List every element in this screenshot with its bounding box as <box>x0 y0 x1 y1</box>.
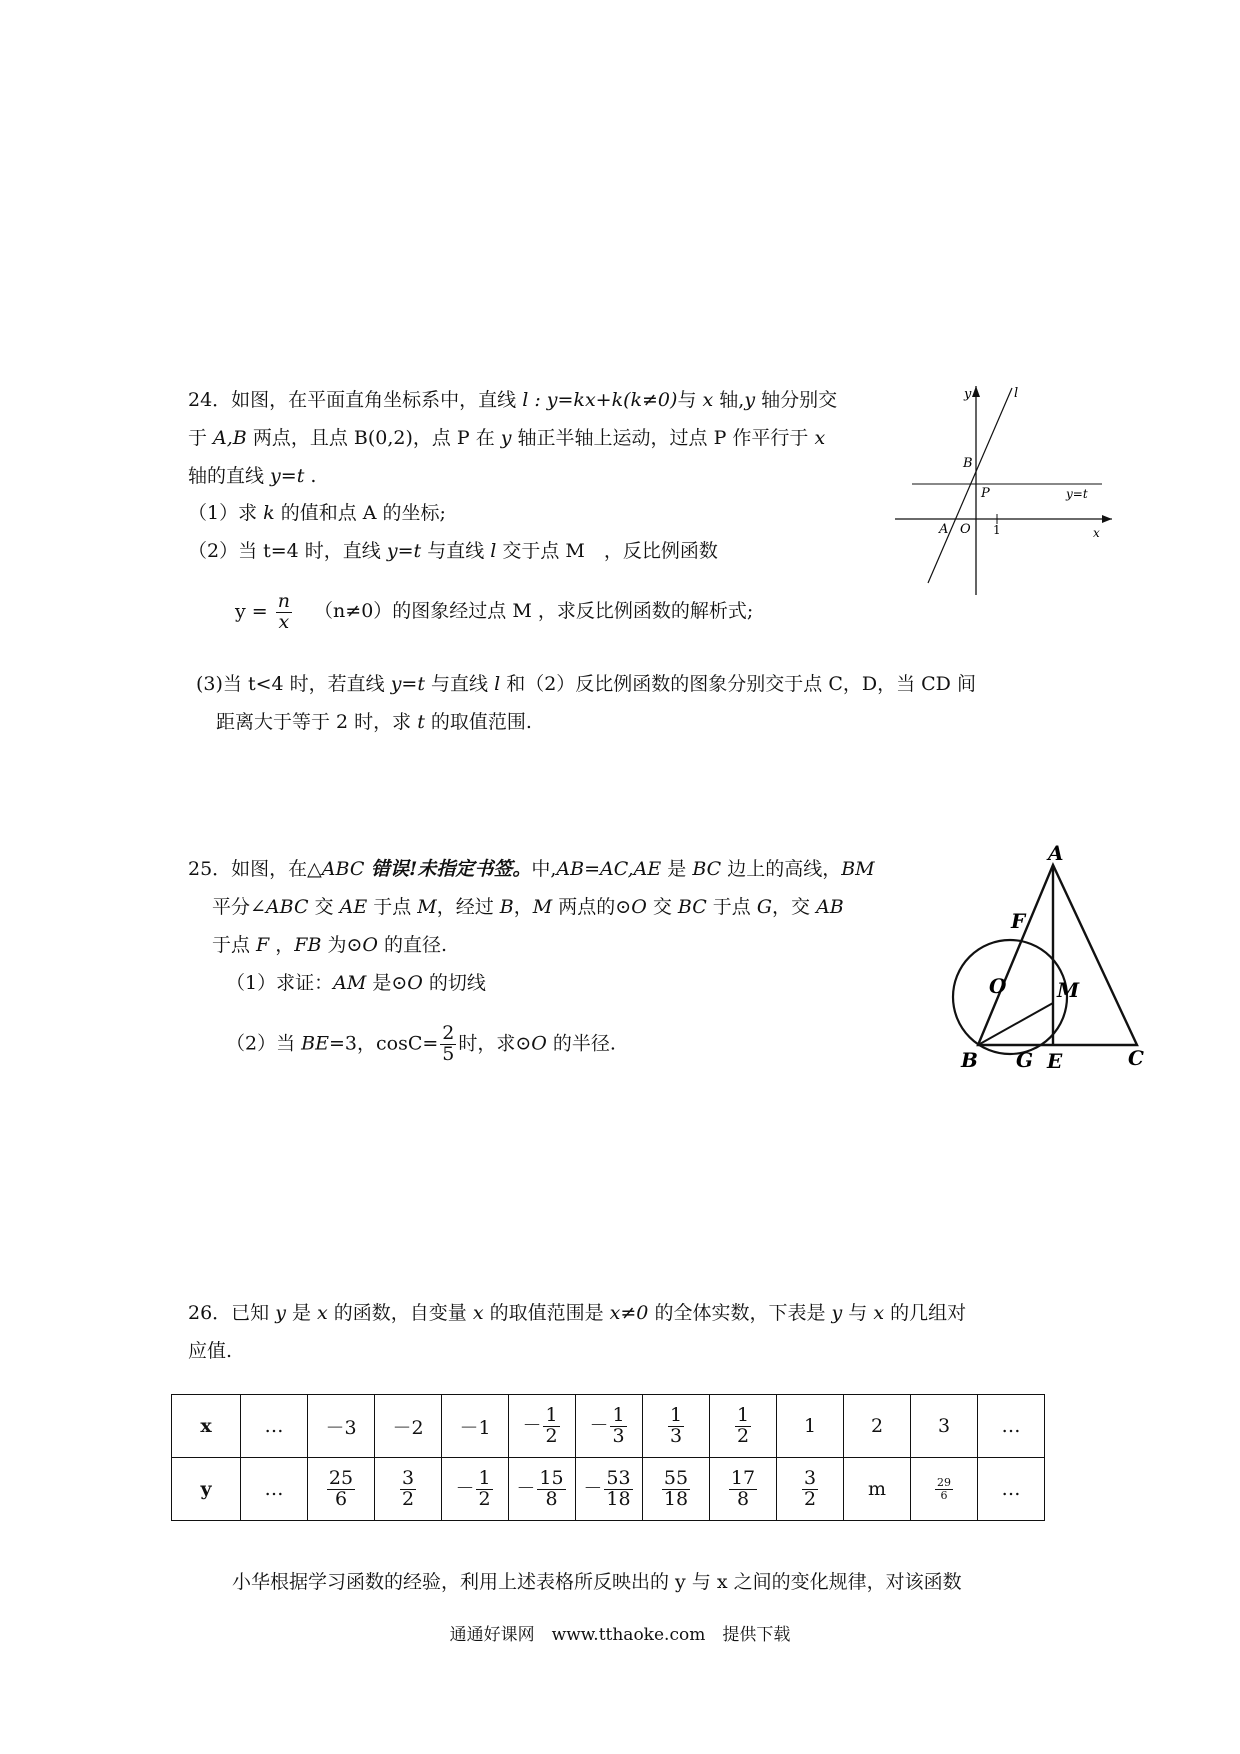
q24-text: 与直线 <box>421 540 491 562</box>
q26-text: 与 <box>842 1302 874 1324</box>
q24-text: 的值和点 A 的坐标; <box>274 502 446 524</box>
table-header-y <box>172 1458 241 1521</box>
fraction-numerator: 3 <box>803 1466 817 1489</box>
q26-text: x <box>873 1302 885 1324</box>
fraction <box>935 1477 953 1501</box>
q24-text: x <box>702 389 714 411</box>
q24-text: 于 <box>188 427 214 449</box>
q25-text: （2）当 <box>226 1032 302 1055</box>
cell-text: m <box>867 1478 887 1500</box>
y-cell <box>576 1458 643 1521</box>
x-cell <box>241 1395 308 1458</box>
q26-value-table <box>171 1394 1045 1521</box>
q24-text: 轴分别交 <box>755 389 838 411</box>
q25-text: 交 <box>308 896 340 918</box>
fraction-denominator: 5 <box>442 1042 455 1065</box>
q24-text: 轴, <box>713 389 745 411</box>
y-cell <box>643 1458 710 1521</box>
fraction-denominator: x <box>278 610 290 633</box>
q24-text: 轴的直线 <box>188 465 271 487</box>
q25-text: F <box>256 934 270 956</box>
q24-text: (3)当 t<4 时，若直线 <box>196 673 391 695</box>
y-cell <box>777 1458 844 1521</box>
q26-text: y <box>831 1302 843 1324</box>
x-cell <box>442 1395 509 1458</box>
q25-text: 于点 <box>367 896 418 918</box>
q25-line3 <box>212 934 447 957</box>
fraction-denominator: 18 <box>663 1487 689 1510</box>
q26-text: x <box>317 1302 328 1324</box>
q24-text: 的取值范围. <box>424 711 532 733</box>
x-cell <box>576 1395 643 1458</box>
q25-text: 交 <box>646 896 678 918</box>
q25-text: 中, <box>531 858 557 880</box>
sign: － <box>583 1477 603 1499</box>
x-cell <box>978 1395 1045 1458</box>
q25-text: ，经过 <box>436 896 500 918</box>
q25-text: AB=AC,AE <box>556 858 662 880</box>
fraction-numerator: 3 <box>401 1466 415 1489</box>
q26-text: 的几组对 <box>884 1302 967 1324</box>
q24-line1 <box>188 389 837 412</box>
q25-text: 是 <box>661 858 693 880</box>
q25-text: AE <box>339 896 368 918</box>
fraction-numerator: 55 <box>663 1466 689 1489</box>
fraction-numerator: 15 <box>539 1466 564 1489</box>
q26-text: 小华根据学习函数的经验，利用上述表格所反映出的 y 与 x 之间的变化规律，对该函数 <box>232 1571 962 1593</box>
fig-label-yt: y=t <box>1066 487 1088 501</box>
q25-text: 的切线 <box>422 972 486 994</box>
q25-line2 <box>212 896 844 919</box>
q26-paragraph <box>232 1571 962 1594</box>
sign: － <box>589 1414 609 1436</box>
q24-text: x <box>814 427 826 449</box>
q25-text: BE <box>301 1032 329 1055</box>
fraction-numerator: 1 <box>478 1466 491 1489</box>
q24-text: l <box>490 540 497 562</box>
q25-text: 于点 <box>212 934 257 956</box>
fraction <box>476 1466 492 1510</box>
sign: － <box>522 1414 542 1436</box>
q25-text: ABC <box>321 858 365 880</box>
circle-O <box>953 940 1067 1054</box>
fraction <box>668 1403 684 1447</box>
q24-text: 距离大于等于 2 时，求 <box>216 711 418 733</box>
fraction-denominator: 8 <box>545 1487 558 1510</box>
q26-text: x <box>472 1302 484 1324</box>
q24-text: （2）当 t=4 时，直线 <box>188 540 387 562</box>
q25-text: ， <box>269 934 295 956</box>
y-cell <box>710 1458 777 1521</box>
q24-text: 与直线 <box>424 673 495 695</box>
fig-label-B: B <box>961 1048 978 1072</box>
fraction <box>604 1466 632 1510</box>
q25-text: M <box>417 896 437 918</box>
q26-text: y <box>275 1302 286 1324</box>
cell-text: 2 <box>870 1415 884 1437</box>
q25-text: 的直径. <box>377 934 448 956</box>
y-label: y <box>200 1478 212 1500</box>
q25-text: BC <box>692 858 722 880</box>
q25-part1 <box>226 972 486 995</box>
q24-text: y <box>500 427 512 449</box>
cell-text: －3 <box>325 1416 357 1439</box>
q24-text: 和（2）反比例函数的图象分别交于点 C，D，当 CD 间 <box>500 673 976 695</box>
fraction <box>610 1403 626 1447</box>
x-label: x <box>200 1415 212 1437</box>
q25-text: 时，求⊙ <box>458 1032 532 1055</box>
fraction-denominator: 2 <box>401 1487 415 1510</box>
fraction-numerator: 1 <box>669 1403 683 1426</box>
triangle-ABC <box>978 865 1137 1045</box>
cell-text: 3 <box>937 1415 951 1437</box>
q26-line1 <box>188 1302 966 1325</box>
q25-line1 <box>188 858 875 881</box>
fig-label-y: y <box>964 387 972 402</box>
q25-text: ， <box>513 896 533 918</box>
q25-text: 两点的⊙ <box>552 896 632 918</box>
x-axis-arrow <box>1102 515 1112 523</box>
q25-text: 平分∠ <box>212 896 266 918</box>
cell-text: 1 <box>803 1415 817 1437</box>
table-row-y <box>172 1458 1045 1521</box>
fraction-denominator: 6 <box>940 1488 948 1502</box>
q24-part3 <box>196 673 976 696</box>
fraction-denominator: 2 <box>736 1424 750 1447</box>
fig-label-E: E <box>1047 1049 1063 1073</box>
fraction-denominator: 2 <box>545 1424 558 1447</box>
q25-text: B <box>499 896 514 918</box>
q25-text: 边上的高线， <box>721 858 842 880</box>
x-cell <box>710 1395 777 1458</box>
q24-text: 24．如图，在平面直角坐标系中，直线 <box>188 389 523 411</box>
q25-text: O <box>362 934 378 956</box>
q25-text: 是⊙ <box>366 972 408 994</box>
fig-label-M: M <box>1057 978 1080 1002</box>
q24-text: t <box>417 711 425 733</box>
table-row-x <box>172 1395 1045 1458</box>
fraction <box>400 1466 416 1510</box>
segment-BM <box>978 1003 1053 1045</box>
line-l <box>928 388 1012 583</box>
y-cell <box>442 1458 509 1521</box>
q24-coordinate-figure <box>890 380 1120 600</box>
fraction-denominator: 18 <box>606 1487 631 1510</box>
q24-text: 交于点 M ，反比例函数 <box>496 540 718 562</box>
q26-text: 的取值范围是 <box>483 1302 610 1324</box>
fig-label-x: x <box>1093 526 1100 540</box>
x-cell <box>911 1395 978 1458</box>
q24-text: y <box>744 389 756 411</box>
fraction-denominator: 2 <box>478 1487 491 1510</box>
fig-label-B: B <box>963 456 973 471</box>
fraction <box>327 1466 355 1510</box>
q25-text: M <box>532 896 553 918</box>
fraction-denominator: 3 <box>669 1424 683 1447</box>
q25-text: O <box>531 1032 547 1055</box>
q25-text: O <box>407 972 423 994</box>
x-cell <box>375 1395 442 1458</box>
q26-text: 是 <box>285 1302 318 1324</box>
q24-text: y=t <box>386 540 422 562</box>
q24-text: 与 <box>677 389 703 411</box>
x-cell <box>844 1395 911 1458</box>
q24-line2 <box>188 427 825 450</box>
q24-part1 <box>188 502 446 525</box>
sign: － <box>455 1477 475 1499</box>
fraction <box>543 1403 559 1447</box>
cell-text: … <box>1001 1415 1021 1437</box>
y-cell <box>241 1458 308 1521</box>
y-axis-arrow <box>972 386 980 397</box>
q24-text: 两点，且点 B(0,2)，点 P 在 <box>246 427 501 449</box>
y-cell <box>375 1458 442 1521</box>
fraction-denominator: 2 <box>803 1487 817 1510</box>
fraction-numerator: 29 <box>937 1475 951 1489</box>
x-cell <box>777 1395 844 1458</box>
q25-text: 25．如图，在△ <box>188 858 322 880</box>
fig-label-G: G <box>1016 1048 1034 1072</box>
q25-text: AM <box>333 972 367 994</box>
fig-label-one: 1 <box>993 523 1001 537</box>
fig-label-O: O <box>960 522 971 537</box>
fig-label-P: P <box>981 486 990 501</box>
q25-text: 为⊙ <box>321 934 363 956</box>
q25-triangle-figure <box>930 835 1170 1080</box>
sign: － <box>516 1477 536 1499</box>
q24-text: （n≠0）的图象经过点 M ，求反比例函数的解析式; <box>314 600 754 623</box>
fraction-numerator: 25 <box>328 1466 354 1489</box>
fraction <box>662 1466 690 1510</box>
q26-text: 的函数，自变量 <box>327 1302 473 1324</box>
q24-part2 <box>188 540 718 563</box>
q24-text: l <box>494 673 501 695</box>
fig-label-C: C <box>1128 1046 1144 1070</box>
fraction <box>537 1466 565 1510</box>
q25-text: AB <box>816 896 844 918</box>
q26-text: 应值. <box>188 1340 233 1362</box>
y-cell <box>308 1458 375 1521</box>
q26-text: 26．已知 <box>188 1302 276 1324</box>
q26-text: x≠0 <box>609 1302 649 1324</box>
q24-text: （1）求 <box>188 502 264 524</box>
x-cell <box>308 1395 375 1458</box>
x-cell <box>509 1395 576 1458</box>
q26-line2 <box>188 1340 232 1363</box>
q25-text: BM <box>841 858 875 880</box>
fraction <box>802 1466 818 1510</box>
fraction-numerator: 53 <box>606 1466 631 1489</box>
q25-error-text: 错误!未指定书签。 <box>364 858 532 880</box>
y-cell <box>509 1458 576 1521</box>
q24-line3 <box>188 465 316 488</box>
q26-text: 的全体实数，下表是 <box>648 1302 832 1324</box>
cell-text: －2 <box>392 1416 424 1439</box>
fraction <box>735 1403 751 1447</box>
cell-text: … <box>264 1415 284 1437</box>
q24-eq-y: y = <box>235 600 268 623</box>
q24-text: A,B <box>213 427 247 449</box>
q25-part2 <box>226 1024 616 1065</box>
fraction-numerator: 1 <box>545 1403 558 1426</box>
q25-text: =3，cosC= <box>328 1032 439 1055</box>
q25-text: BC <box>677 896 707 918</box>
y-cell <box>844 1458 911 1521</box>
q25-text: ABC <box>265 896 309 918</box>
q25-text: 的半径. <box>546 1032 616 1055</box>
cell-text: … <box>1001 1478 1021 1500</box>
fraction-numerator: 1 <box>612 1403 625 1426</box>
q24-text: y=t <box>270 465 305 487</box>
fraction-numerator: n <box>277 590 290 612</box>
fraction-denominator: 3 <box>612 1424 625 1447</box>
y-cell <box>911 1458 978 1521</box>
fraction-numerator: 2 <box>442 1022 455 1044</box>
q24-text: y=t <box>390 673 425 695</box>
fig-label-l: l <box>1014 386 1019 401</box>
q25-fraction <box>440 1024 456 1065</box>
fig-label-A: A <box>939 522 949 537</box>
fraction <box>729 1466 757 1510</box>
q25-text: O <box>631 896 647 918</box>
fraction-denominator: 8 <box>736 1487 750 1510</box>
q25-text: G <box>756 896 773 918</box>
q24-part3-cont <box>216 711 532 734</box>
q24-equation <box>235 592 753 633</box>
q24-text: l : y=kx+k(k≠0) <box>522 389 678 411</box>
y-cell <box>978 1458 1045 1521</box>
fraction-numerator: 1 <box>736 1403 750 1426</box>
q24-text: . <box>304 465 317 487</box>
q25-text: 于点 <box>706 896 757 918</box>
fraction-denominator: 6 <box>334 1487 348 1510</box>
q24-text: k <box>263 502 275 524</box>
q25-text: FB <box>294 934 322 956</box>
fig-label-O: O <box>989 974 1007 998</box>
fraction-numerator: 17 <box>730 1466 756 1489</box>
table-header-x <box>172 1395 241 1458</box>
cell-text: … <box>264 1478 284 1500</box>
fig-label-F: F <box>1011 909 1026 933</box>
page-footer: 通通好课网 www.tthaoke.com 提供下载 <box>449 1625 791 1645</box>
q25-text: ，交 <box>772 896 817 918</box>
q24-fraction <box>276 592 292 633</box>
cell-text: －1 <box>459 1416 491 1439</box>
q25-text: （1）求证： <box>226 972 334 994</box>
fig-label-A: A <box>1048 841 1064 865</box>
q24-text: 轴正半轴上运动，过点 P 作平行于 <box>511 427 815 449</box>
x-cell <box>643 1395 710 1458</box>
